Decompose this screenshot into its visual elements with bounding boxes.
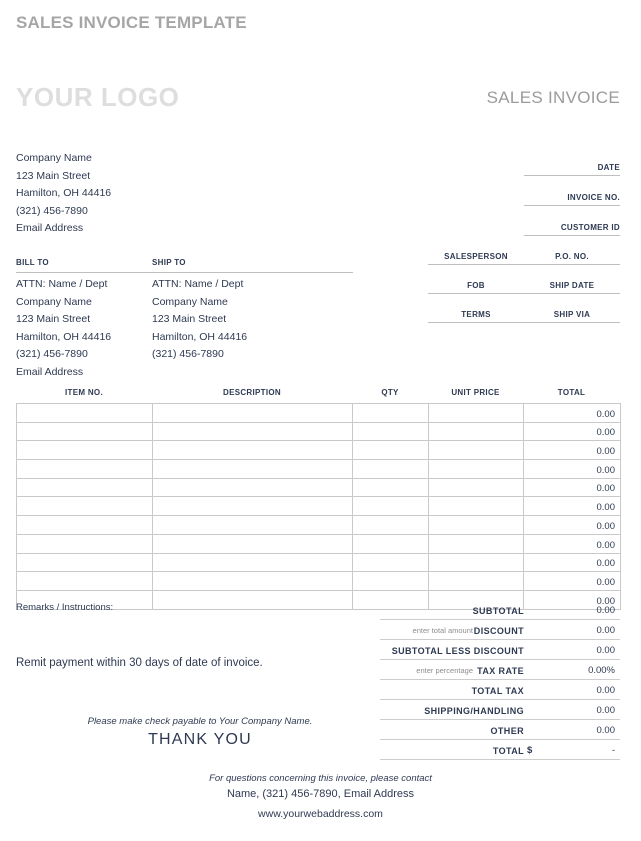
totals-row — [380, 620, 620, 640]
cell-description[interactable] — [153, 590, 353, 609]
totals-value[interactable]: 0.00 — [596, 704, 615, 716]
bill-ship-columns — [16, 276, 353, 396]
cell-total[interactable]: 0.00 — [524, 534, 621, 553]
cell-qty[interactable] — [353, 478, 429, 497]
cell-qty[interactable] — [353, 516, 429, 535]
company-email: Email Address — [16, 222, 84, 235]
cell-item-no[interactable] — [17, 441, 153, 460]
company-address-block — [16, 150, 111, 238]
bill-to-heading: BILL TO — [16, 258, 49, 267]
cell-unit-price[interactable] — [429, 553, 524, 572]
bill-to-phone: (321) 456-7890 — [16, 348, 88, 361]
totals-label: OTHER — [490, 725, 524, 736]
terms-shipvia-rule[interactable] — [428, 322, 620, 323]
customer-id-field-row[interactable] — [428, 206, 620, 236]
cell-qty[interactable] — [353, 422, 429, 441]
cell-item-no[interactable] — [17, 516, 153, 535]
document-title: SALES INVOICE TEMPLATE — [16, 13, 247, 32]
cell-item-no[interactable] — [17, 422, 153, 441]
cell-total[interactable]: 0.00 — [524, 460, 621, 479]
invoice-meta-fields — [428, 146, 620, 323]
footer-website: www.yourwebaddress.com — [258, 808, 383, 820]
totals-label: SHIPPING/HANDLING — [424, 705, 524, 716]
footer-contact-intro: For questions concerning this invoice, please contact — [209, 773, 432, 784]
date-field-row[interactable] — [428, 146, 620, 176]
cell-item-no[interactable] — [17, 404, 153, 423]
totals-label: TOTAL — [492, 745, 524, 756]
totals-row — [380, 600, 620, 620]
remarks-label: Remarks / Instructions: — [16, 602, 114, 613]
fob-label: FOB — [467, 281, 485, 290]
cell-item-no[interactable] — [17, 534, 153, 553]
invoice-no-label: INVOICE NO. — [567, 193, 620, 202]
table-row — [17, 404, 621, 423]
invoice-footer — [0, 771, 641, 827]
totals-value[interactable]: 0.00 — [596, 684, 615, 696]
terms-label: TERMS — [461, 310, 491, 319]
cell-item-no[interactable] — [17, 460, 153, 479]
cell-unit-price[interactable] — [429, 572, 524, 591]
remit-terms-text: Remit payment within 30 days of date of invoice. — [16, 657, 263, 669]
table-row — [17, 553, 621, 572]
ship-to-company: Company Name — [152, 295, 228, 308]
cell-qty[interactable] — [353, 553, 429, 572]
salesperson-label: SALESPERSON — [444, 252, 508, 261]
cell-item-no[interactable] — [17, 572, 153, 591]
cell-qty[interactable] — [353, 404, 429, 423]
cell-unit-price[interactable] — [429, 422, 524, 441]
bill-to-block[interactable] — [16, 276, 111, 382]
cell-description[interactable] — [153, 404, 353, 423]
logo-placeholder: YOUR LOGO — [16, 82, 180, 112]
cell-description[interactable] — [153, 478, 353, 497]
totals-hint: enter percentage — [416, 666, 473, 675]
column-header-description: DESCRIPTION — [223, 388, 281, 397]
cell-item-no[interactable] — [17, 478, 153, 497]
cell-total[interactable]: 0.00 — [524, 553, 621, 572]
column-header-total: TOTAL — [557, 388, 586, 397]
fob-shipdate-row[interactable] — [428, 265, 620, 294]
totals-label: TAX RATE — [477, 665, 524, 676]
totals-hint: enter total amount — [412, 626, 473, 635]
company-street: 123 Main Street — [16, 169, 91, 182]
table-row — [17, 460, 621, 479]
table-row — [17, 478, 621, 497]
bill-to-company: Company Name — [16, 295, 92, 308]
terms-shipvia-row[interactable] — [428, 294, 620, 323]
cell-unit-price[interactable] — [429, 404, 524, 423]
totals-label: SUBTOTAL — [472, 605, 524, 616]
table-row — [17, 422, 621, 441]
cell-unit-price[interactable] — [429, 534, 524, 553]
totals-value[interactable]: 0.00 — [596, 624, 615, 636]
thank-you-text: THANK YOU — [148, 731, 252, 748]
cell-total[interactable]: 0.00 — [524, 404, 621, 423]
table-row — [17, 534, 621, 553]
company-city-state-zip: Hamilton, OH 44416 — [16, 187, 112, 200]
cell-qty[interactable] — [353, 534, 429, 553]
totals-value[interactable]: - — [611, 744, 615, 756]
cell-total[interactable]: 0.00 — [524, 441, 621, 460]
bill-ship-section — [16, 258, 353, 396]
salesperson-po-row[interactable] — [428, 236, 620, 265]
bill-to-street: 123 Main Street — [16, 313, 91, 326]
totals-section — [380, 600, 620, 760]
cell-qty[interactable] — [353, 441, 429, 460]
bill-to-city-state-zip: Hamilton, OH 44416 — [16, 330, 112, 343]
cell-item-no[interactable] — [17, 497, 153, 516]
totals-value[interactable]: 0.00 — [596, 604, 615, 616]
ship-to-street: 123 Main Street — [152, 313, 227, 326]
cell-total[interactable]: 0.00 — [524, 478, 621, 497]
cell-total[interactable]: 0.00 — [524, 572, 621, 591]
totals-currency-symbol: $ — [527, 744, 533, 756]
company-name: Company Name — [16, 152, 92, 164]
cell-description[interactable] — [153, 516, 353, 535]
totals-row — [380, 740, 620, 760]
po-no-label: P.O. NO. — [555, 252, 589, 261]
cell-description[interactable] — [153, 422, 353, 441]
cell-total[interactable]: 0.00 — [524, 422, 621, 441]
ship-to-attn: ATTN: Name / Dept — [152, 278, 244, 290]
column-header-qty: QTY — [381, 388, 399, 397]
cell-unit-price[interactable] — [429, 516, 524, 535]
ship-to-phone: (321) 456-7890 — [152, 348, 224, 361]
cell-qty[interactable] — [353, 497, 429, 516]
bill-ship-headings — [16, 258, 353, 273]
totals-row — [380, 680, 620, 700]
ship-to-heading: SHIP TO — [152, 258, 186, 267]
column-header-unit-price: UNIT PRICE — [451, 388, 500, 397]
invoice-heading: SALES INVOICE — [486, 88, 620, 107]
totals-label: DISCOUNT — [473, 625, 524, 636]
ship-via-label: SHIP VIA — [553, 310, 591, 319]
table-row — [17, 497, 621, 516]
table-row — [17, 441, 621, 460]
totals-value[interactable]: 0.00% — [588, 664, 615, 676]
totals-value[interactable]: 0.00 — [596, 644, 615, 656]
totals-row — [380, 700, 620, 720]
totals-value[interactable]: 0.00 — [596, 724, 615, 736]
totals-row — [380, 720, 620, 740]
totals-label: SUBTOTAL LESS DISCOUNT — [391, 645, 524, 656]
cell-description[interactable] — [153, 441, 353, 460]
bill-to-email: Email Address — [16, 365, 84, 378]
cell-description[interactable] — [153, 553, 353, 572]
cell-total[interactable]: 0.00 — [524, 590, 621, 609]
cell-description[interactable] — [153, 534, 353, 553]
cell-qty[interactable] — [353, 460, 429, 479]
cell-description[interactable] — [153, 497, 353, 516]
cell-description[interactable] — [153, 460, 353, 479]
totals-label: TOTAL TAX — [471, 685, 524, 696]
table-row — [17, 516, 621, 535]
date-label: DATE — [597, 163, 620, 172]
cell-description[interactable] — [153, 572, 353, 591]
cell-unit-price[interactable] — [429, 441, 524, 460]
cell-total[interactable]: 0.00 — [524, 497, 621, 516]
table-row — [17, 572, 621, 591]
footer-contact-details: Name, (321) 456-7890, Email Address — [226, 788, 415, 800]
totals-row — [380, 640, 620, 660]
cell-unit-price[interactable] — [429, 460, 524, 479]
invoice-no-field-row[interactable] — [428, 176, 620, 206]
ship-to-city-state-zip: Hamilton, OH 44416 — [152, 330, 248, 343]
items-table — [16, 403, 621, 610]
totals-row — [380, 660, 620, 680]
payable-text: Please make check payable to Your Company Name. — [87, 716, 313, 727]
column-header-item-no: ITEM NO. — [65, 388, 103, 397]
cell-unit-price[interactable] — [429, 478, 524, 497]
cell-qty[interactable] — [353, 572, 429, 591]
ship-to-block[interactable] — [152, 276, 247, 364]
cell-total[interactable]: 0.00 — [524, 516, 621, 535]
bill-to-attn: ATTN: Name / Dept — [16, 278, 108, 290]
company-phone: (321) 456-7890 — [16, 204, 88, 217]
customer-id-label: CUSTOMER ID — [560, 223, 620, 232]
ship-date-label: SHIP DATE — [549, 281, 595, 290]
cell-unit-price[interactable] — [429, 497, 524, 516]
cell-item-no[interactable] — [17, 553, 153, 572]
items-table-header — [16, 388, 620, 400]
